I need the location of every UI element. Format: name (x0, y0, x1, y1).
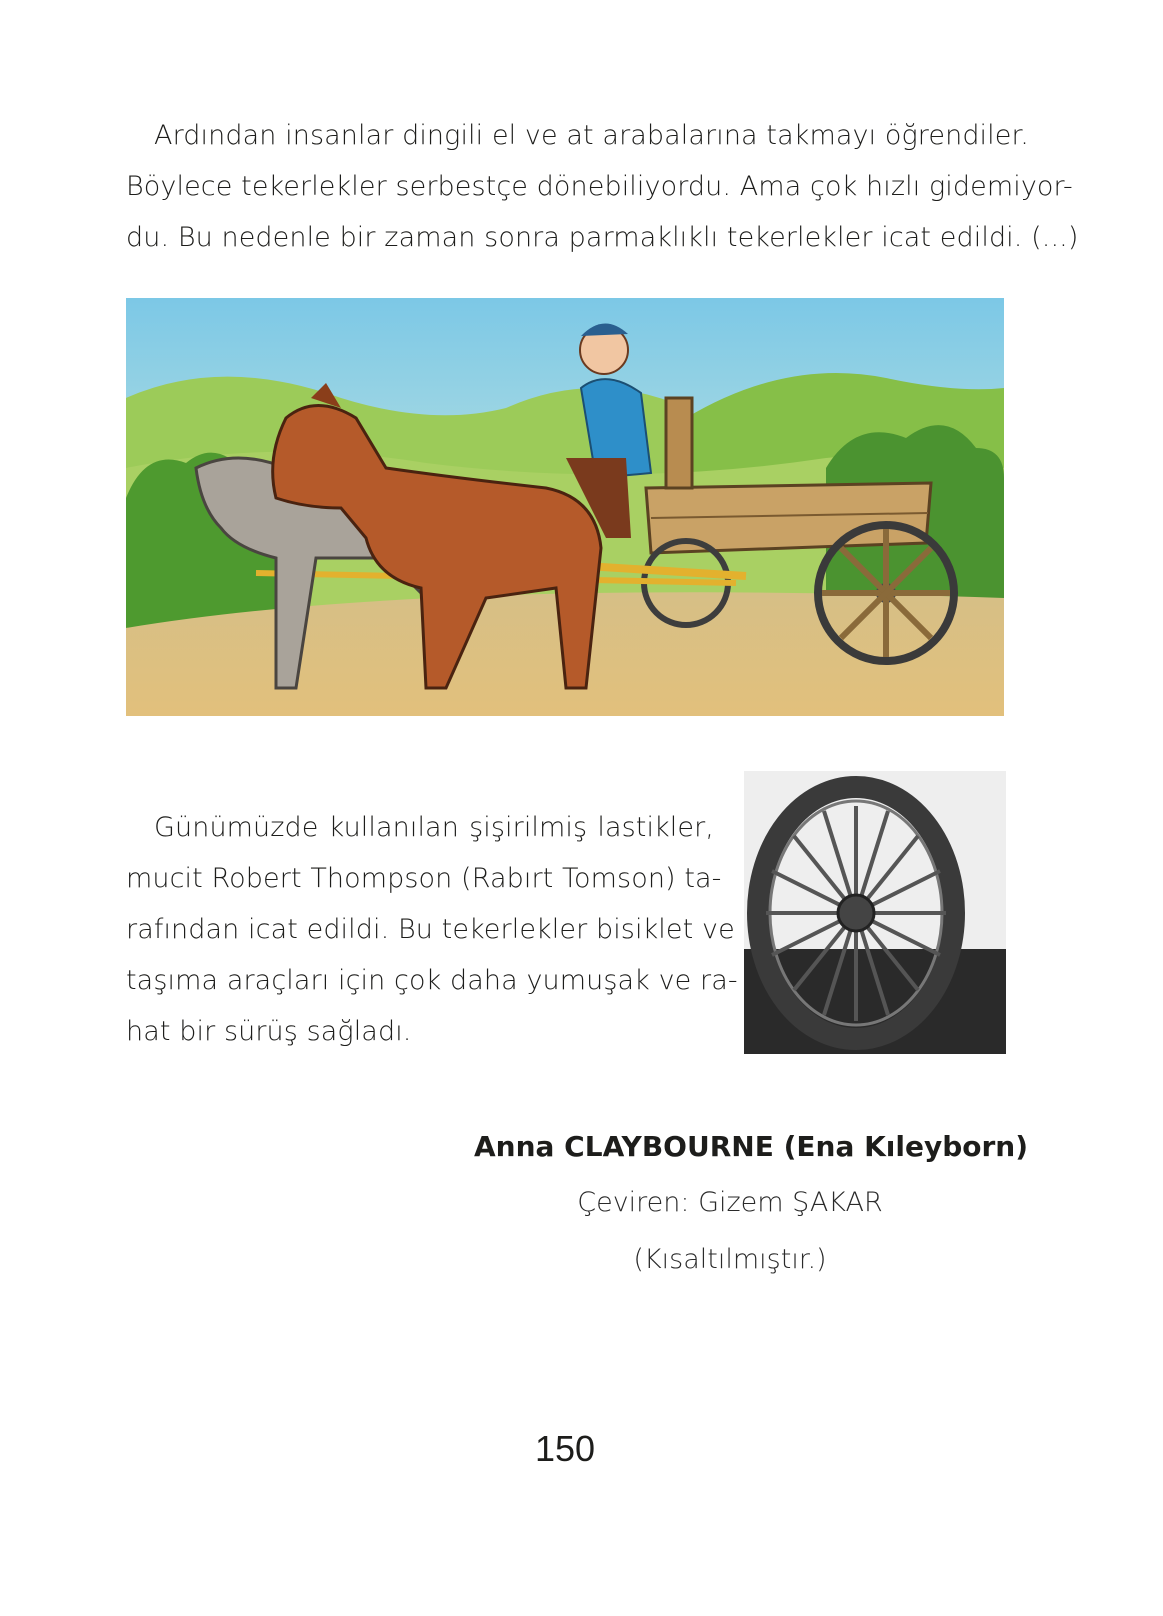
author-credit: Anna CLAYBOURNE (Ena Kıleyborn) (474, 1130, 1029, 1163)
paragraph-1-line: du. Bu nedenle bir zaman sonra parmaklıklı tekerlekler icat edildi. (...) (126, 222, 1079, 253)
pneumatic-wheel-photo (744, 771, 1006, 1054)
paragraph-2-line: hat bir sürüş sağladı. (126, 1016, 412, 1047)
paragraph-1-line: Ardından insanlar dingili el ve at arabalarına takmayı öğrendiler. (154, 120, 1029, 151)
paragraph-2-line: rafından icat edildi. Bu tekerlekler bisiklet ve (126, 914, 735, 945)
paragraph-2 (126, 802, 738, 1057)
page-number: 150 (534, 1428, 596, 1469)
paragraph-2-line: Günümüzde kullanılan şişirilmiş lastikler, (154, 812, 714, 843)
abridged-note: (Kısaltılmıştır.) (633, 1244, 827, 1275)
paragraph-2-line: taşıma araçları için çok daha yumuşak ve ra- (126, 965, 738, 996)
horse-cart-illustration (126, 298, 1004, 716)
paragraph-2-line: mucit Robert Thompson (Rabırt Tomson) ta- (126, 863, 722, 894)
paragraph-1-line: Böylece tekerlekler serbestçe dönebiliyordu. Ama çok hızlı gidemiyor- (126, 171, 1073, 202)
translator-credit: Çeviren: Gizem ŞAKAR (577, 1187, 883, 1218)
paragraph-1 (126, 110, 1079, 263)
